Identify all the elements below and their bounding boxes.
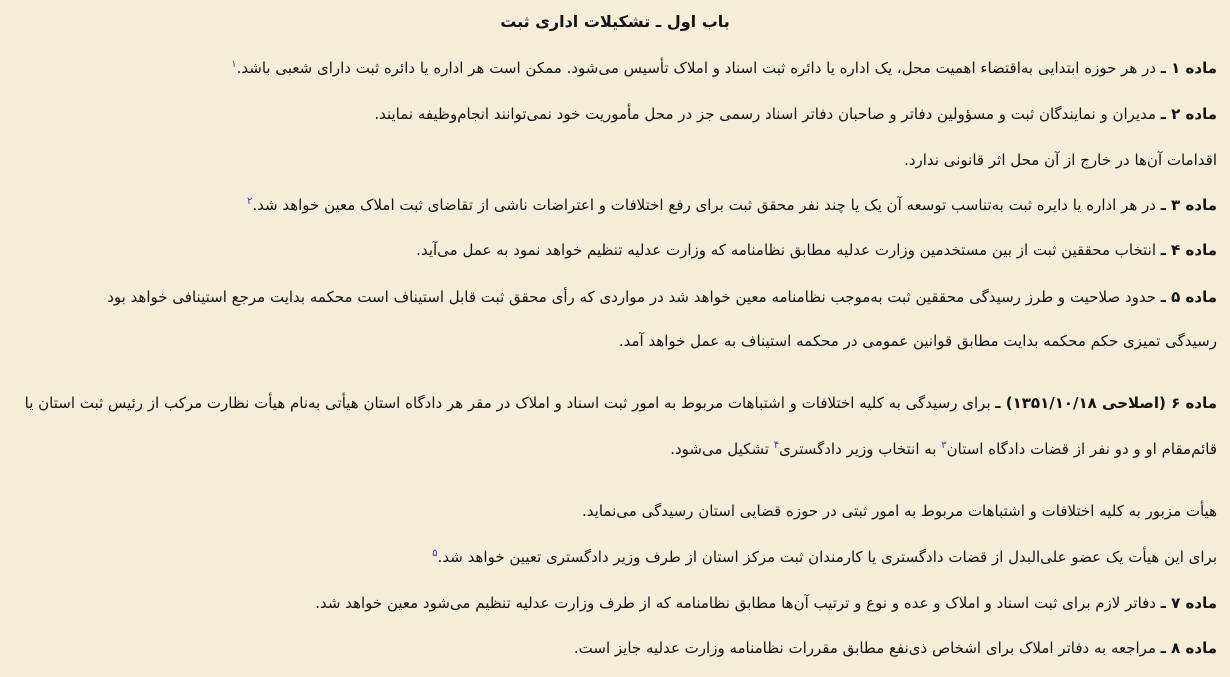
article-text: برای رسیدگی به کلیه اختلافات و اشتباهات مربوط به امور ثبت اسناد و املاک در مقر هر دادگاه استان هیأتی به‌نام هیأت نظارت مرکب از رئیس ثبت استان یا: [24, 394, 991, 412]
article-6-line: [10, 391, 1217, 415]
article-label: ماده ۷ ـ: [1160, 594, 1217, 612]
article-label: ماده ۸ ـ: [1160, 639, 1217, 657]
article-4-line: [10, 238, 1217, 262]
article-7-line: [10, 591, 1217, 615]
article-text: مراجعه به دفاتر املاک برای اشخاص ذی‌نفع مطابق مقررات نظامنامه وزارت عدلیه جایز است.: [573, 639, 1156, 657]
article-6-paragraph-2: [10, 499, 1217, 523]
footnote-link[interactable]: ۲: [246, 196, 253, 207]
article-6-continuation: [10, 437, 1217, 461]
article-label: ماده ۵ ـ: [1160, 288, 1217, 306]
article-3-line: [10, 193, 1217, 217]
article-1-line: [10, 56, 1217, 80]
article-label: ماده ۶ (اصلاحی ۱۳۵۱/۱۰/۱۸) ـ: [995, 394, 1217, 412]
footnote-link[interactable]: ۳: [941, 440, 947, 451]
article-text: تشکیل می‌شود.: [670, 440, 774, 458]
article-text: هیأت مزبور به کلیه اختلافات و اشتباهات مربوط به امور ثبتی در حوزه قضایی استان رسیدگی می‌نماید.: [582, 502, 1217, 520]
article-text: به انتخاب وزیر دادگستری: [779, 440, 942, 458]
chapter-title: باب اول ـ تشکیلات اداری ثبت: [500, 12, 730, 31]
article-text: انتخاب محققین ثبت از بین مستخدمین وزارت عدلیه مطابق نظامنامه که وزارت عدلیه تنظیم خواهد نمود به عمل می‌آید.: [416, 241, 1156, 259]
footnote-link[interactable]: ۴: [773, 440, 780, 451]
footnote-link[interactable]: ۱: [231, 59, 237, 70]
article-text: رسیدگی تمیزی حکم محکمه بدایت مطابق قوانین عمومی در محکمه استیناف به عمل خواهد آمد.: [618, 332, 1217, 350]
article-2-continuation: [10, 148, 1217, 172]
article-label: ماده ۲ ـ: [1160, 105, 1217, 123]
article-2-line: [10, 102, 1217, 126]
article-label: ماده ۳ ـ: [1160, 196, 1217, 214]
article-label: ماده ۱ ـ: [1160, 59, 1217, 77]
article-text: اقدامات آن‌ها در خارج از آن محل اثر قانونی ندارد.: [904, 151, 1217, 169]
article-text: حدود صلاحیت و طرز رسیدگی محققین ثبت به‌موجب نظامنامه معین خواهد شد در مواردی که رأی محقق ثبت قابل استیناف است محکمه بدایت مرجع استینافی خواهد بود: [107, 288, 1156, 306]
article-5-line: [10, 285, 1217, 309]
article-text: در هر اداره یا دایره ثبت به‌تناسب توسعه آن یک یا چند نفر محقق ثبت برای رفع اختلافات و اعتراضات ناشی از تقاضای ثبت املاک معین خواهد شد.: [252, 196, 1156, 214]
article-text: قائم‌مقام او و دو نفر از قضات دادگاه استان: [946, 440, 1217, 458]
article-label: ماده ۴ ـ: [1160, 241, 1217, 259]
article-text: برای این هیأت یک عضو علی‌البدل از قضات دادگستری یا کارمندان ثبت مرکز استان از طرف وزیر دادگستری تعیین خواهد شد.: [437, 548, 1217, 566]
footnote-link[interactable]: ۵: [432, 548, 438, 559]
article-text: دفاتر لازم برای ثبت اسناد و املاک و عده و نوع و ترتیب آن‌ها مطابق نظامنامه که از طرف وزارت عدلیه تنظیم می‌شود معین خواهد شد.: [315, 594, 1156, 612]
article-8-line: [10, 636, 1217, 660]
article-text: در هر حوزه ابتدایی به‌اقتضاء اهمیت محل، یک اداره یا دائره ثبت اسناد و املاک تأسیس می‌شود. ممکن است هر اداره یا دائره ثبت دارای شعبی باشد.: [236, 59, 1156, 77]
article-6-paragraph-3: [10, 545, 1217, 569]
article-text: مدیران و نمایندگان ثبت و مسؤولین دفاتر و صاحبان دفاتر اسناد رسمی جز در محل مأموریت خود نمی‌توانند انجام‌وظیفه نمایند.: [374, 105, 1156, 123]
article-5-continuation: [10, 329, 1217, 353]
